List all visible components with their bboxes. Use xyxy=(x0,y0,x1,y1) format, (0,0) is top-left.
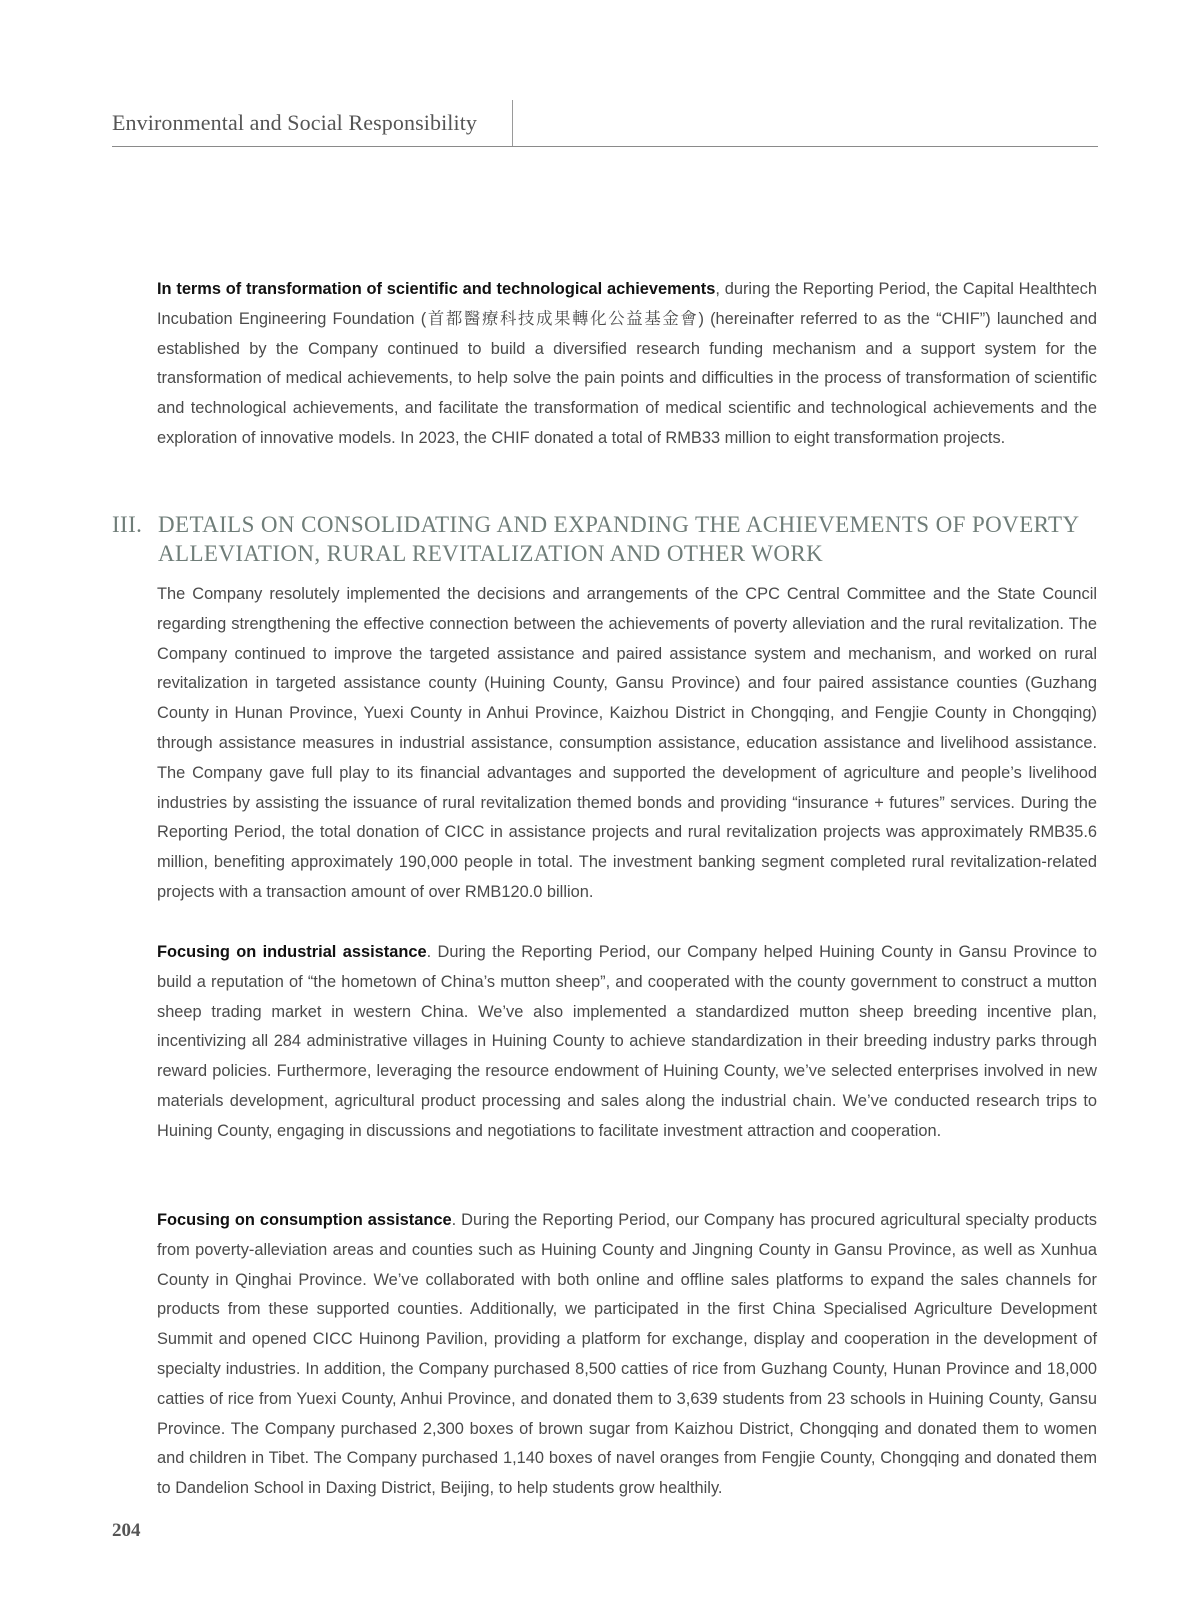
section-number: III. xyxy=(112,512,143,537)
paragraph-lead-bold: In terms of transformation of scientific and technological achievements xyxy=(157,280,716,298)
paragraph-body: . During the Reporting Period, our Company has procured agricultural specialty products from poverty-alleviation areas and counties such as Huining County and Jingning County in Gansu Province, as well as Xunhua County in Qinghai Province. We’ve collaborated with both online and offline sales platforms to expand the sales channels for products from these supported counties. Additionally, we participated in the first China Specialised Agriculture Development Summit and opened CICC Huinong Pavilion, providing a platform for exchange, display and cooperation in the development of specialty industries. In addition, the Company purchased 8,500 catties of rice from Guzhang County, Hunan Province and 18,000 catties of rice from Yuexi County, Anhui Province, and donated them to 3,639 students from 23 schools in Huining County, Gansu Province. The Company purchased 2,300 boxes of brown sugar from Kaizhou District, Chongqing and donated them to women and children in Tibet. The Company purchased 1,140 boxes of navel oranges from Fengjie County, Chongqing and donated them to Dandelion School in Daxing District, Beijing, to help students grow healthily. xyxy=(157,1211,1097,1498)
paragraph-body: . During the Reporting Period, our Company helped Huining County in Gansu Province to build a reputation of “the hometown of China’s mutton sheep”, and cooperated with the county government to construct a mutton sheep trading market in western China. We’ve also implemented a standardized mutton sheep breeding incentive plan, incentivizing all 284 administrative villages in Huining County to achieve standardization in their breeding industry parks through reward policies. Furthermore, leveraging the resource endowment of Huining County, we’ve selected enterprises involved in new materials development, agricultural product processing and sales along the industrial chain. We’ve conducted research trips to Huining County, engaging in discussions and negotiations to facilitate investment attraction and cooperation. xyxy=(157,943,1098,1140)
paragraph-consumption-assistance xyxy=(157,1206,1097,1504)
section-title: DETAILS ON CONSOLIDATING AND EXPANDING THE ACHIEVEMENTS OF POVERTY ALLEVIATION, RURAL REVITALIZATION AND OTHER WORK xyxy=(158,512,1079,566)
paragraph-lead-bold: Focusing on industrial assistance xyxy=(157,943,427,961)
paragraph-intro: The Company resolutely implemented the decisions and arrangements of the CPC Central Committee and the State Council regarding strengthening the effective connection between the achievements of poverty alleviation and the rural revitalization. The Company continued to improve the targeted assistance and paired assistance system and mechanism, and worked on rural revitalization in targeted assistance county (Huining County, Gansu Province) and four paired assistance counties (Guzhang County in Hunan Province, Yuexi County in Anhui Province, Kaizhou District in Chongqing, and Fengjie County in Chongqing) through assistance measures in industrial assistance, consumption assistance, education assistance and livelihood assistance. The Company gave full play to its financial advantages and supported the development of agriculture and people’s livelihood industries by assisting the issuance of rural revitalization themed bonds and providing “insurance + futures” services. During the Reporting Period, the total donation of CICC in assistance projects and rural revitalization projects was approximately RMB35.6 million, benefiting approximately 190,000 people in total. The investment banking segment completed rural revitalization-related projects with a transaction amount of over RMB120.0 billion. xyxy=(157,585,1097,901)
running-header xyxy=(112,100,1098,147)
paragraph-lead-bold: Focusing on consumption assistance xyxy=(157,1211,452,1229)
page-number: 204 xyxy=(112,1520,141,1541)
paragraph-tech-transformation xyxy=(157,275,1097,454)
header-vertical-divider xyxy=(512,100,513,146)
paragraph-industrial-assistance xyxy=(157,938,1097,1147)
paragraph-body: , during the Reporting Period, the Capital Healthtech Incubation Engineering Foundation (首都醫療科技成果轉化公益基金會) (hereinafter referred to as the “CHIF”) launched and established by the Company continued to build a diversified research funding mechanism and a support system for the transformation of medical achievements, to help solve the pain points and difficulties in the process of transformation of scientific and technological achievements, and facilitate the transformation of medical scientific and technological achievements and the exploration of innovative models. In 2023, the CHIF donated a total of RMB33 million to eight transformation projects. xyxy=(157,280,1097,447)
header-title: Environmental and Social Responsibility xyxy=(112,110,478,135)
